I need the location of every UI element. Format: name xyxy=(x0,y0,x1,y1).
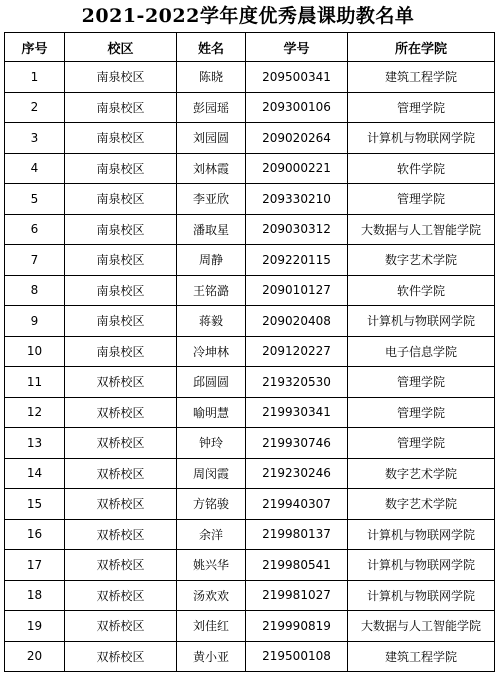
cell-student-id: 209330210 xyxy=(246,184,348,215)
cell-campus: 南泉校区 xyxy=(65,62,177,93)
cell-campus: 南泉校区 xyxy=(65,153,177,184)
table-row xyxy=(5,336,495,367)
cell-student-id: 209500341 xyxy=(246,62,348,93)
cell-no: 1 xyxy=(5,62,65,93)
cell-student-id: 209020408 xyxy=(246,306,348,337)
cell-student-id: 219500108 xyxy=(246,641,348,672)
cell-student-id: 219980541 xyxy=(246,550,348,581)
cell-name: 周闵霞 xyxy=(177,458,246,489)
cell-no: 16 xyxy=(5,519,65,550)
cell-college: 管理学院 xyxy=(348,428,495,459)
roster-table xyxy=(4,32,495,672)
cell-college: 大数据与人工智能学院 xyxy=(348,611,495,642)
cell-campus: 双桥校区 xyxy=(65,580,177,611)
cell-college: 数字艺术学院 xyxy=(348,489,495,520)
cell-campus: 双桥校区 xyxy=(65,428,177,459)
header-cell-name: 姓名 xyxy=(177,33,246,62)
table-row xyxy=(5,275,495,306)
cell-student-id: 209120227 xyxy=(246,336,348,367)
cell-name: 邱圆圆 xyxy=(177,367,246,398)
cell-name: 汤欢欢 xyxy=(177,580,246,611)
cell-no: 12 xyxy=(5,397,65,428)
cell-name: 钟玲 xyxy=(177,428,246,459)
cell-name: 潘取星 xyxy=(177,214,246,245)
header-cell-student-id: 学号 xyxy=(246,33,348,62)
cell-no: 11 xyxy=(5,367,65,398)
cell-student-id: 219930341 xyxy=(246,397,348,428)
cell-no: 13 xyxy=(5,428,65,459)
table-row xyxy=(5,123,495,154)
cell-name: 刘林霞 xyxy=(177,153,246,184)
cell-campus: 双桥校区 xyxy=(65,641,177,672)
cell-name: 周静 xyxy=(177,245,246,276)
cell-college: 计算机与物联网学院 xyxy=(348,123,495,154)
table-row xyxy=(5,580,495,611)
cell-college: 计算机与物联网学院 xyxy=(348,519,495,550)
cell-college: 计算机与物联网学院 xyxy=(348,306,495,337)
table-row xyxy=(5,611,495,642)
table-row xyxy=(5,550,495,581)
cell-college: 管理学院 xyxy=(348,367,495,398)
table-row xyxy=(5,641,495,672)
cell-student-id: 219230246 xyxy=(246,458,348,489)
cell-college: 管理学院 xyxy=(348,92,495,123)
table-row xyxy=(5,245,495,276)
cell-campus: 南泉校区 xyxy=(65,306,177,337)
cell-student-id: 209010127 xyxy=(246,275,348,306)
header-row xyxy=(5,33,495,62)
cell-campus: 双桥校区 xyxy=(65,519,177,550)
cell-campus: 南泉校区 xyxy=(65,184,177,215)
cell-name: 冷坤林 xyxy=(177,336,246,367)
page-title: 2021-2022学年度优秀晨课助教名单 xyxy=(81,5,415,27)
cell-college: 管理学院 xyxy=(348,184,495,215)
cell-campus: 双桥校区 xyxy=(65,397,177,428)
header-cell-campus: 校区 xyxy=(65,33,177,62)
table-row xyxy=(5,306,495,337)
cell-college: 数字艺术学院 xyxy=(348,245,495,276)
table-row xyxy=(5,458,495,489)
cell-college: 建筑工程学院 xyxy=(348,641,495,672)
cell-no: 19 xyxy=(5,611,65,642)
cell-student-id: 209030312 xyxy=(246,214,348,245)
cell-no: 18 xyxy=(5,580,65,611)
cell-name: 姚兴华 xyxy=(177,550,246,581)
cell-college: 大数据与人工智能学院 xyxy=(348,214,495,245)
cell-student-id: 219981027 xyxy=(246,580,348,611)
cell-no: 10 xyxy=(5,336,65,367)
cell-name: 余洋 xyxy=(177,519,246,550)
cell-campus: 南泉校区 xyxy=(65,275,177,306)
cell-no: 7 xyxy=(5,245,65,276)
cell-no: 8 xyxy=(5,275,65,306)
cell-no: 15 xyxy=(5,489,65,520)
table-row xyxy=(5,153,495,184)
cell-no: 14 xyxy=(5,458,65,489)
table-row xyxy=(5,184,495,215)
cell-name: 李亚欣 xyxy=(177,184,246,215)
cell-no: 9 xyxy=(5,306,65,337)
cell-name: 陈晓 xyxy=(177,62,246,93)
cell-no: 20 xyxy=(5,641,65,672)
cell-student-id: 209000221 xyxy=(246,153,348,184)
cell-name: 蒋毅 xyxy=(177,306,246,337)
cell-campus: 南泉校区 xyxy=(65,92,177,123)
cell-college: 数字艺术学院 xyxy=(348,458,495,489)
cell-name: 黄小亚 xyxy=(177,641,246,672)
table-row xyxy=(5,428,495,459)
cell-campus: 南泉校区 xyxy=(65,245,177,276)
cell-college: 计算机与物联网学院 xyxy=(348,550,495,581)
cell-name: 喻明慧 xyxy=(177,397,246,428)
cell-name: 王铭潞 xyxy=(177,275,246,306)
table-row xyxy=(5,92,495,123)
table-row xyxy=(5,62,495,93)
header-cell-college: 所在学院 xyxy=(348,33,495,62)
cell-no: 4 xyxy=(5,153,65,184)
cell-student-id: 219320530 xyxy=(246,367,348,398)
cell-college: 软件学院 xyxy=(348,153,495,184)
cell-campus: 南泉校区 xyxy=(65,336,177,367)
cell-campus: 南泉校区 xyxy=(65,123,177,154)
cell-college: 计算机与物联网学院 xyxy=(348,580,495,611)
cell-campus: 南泉校区 xyxy=(65,214,177,245)
cell-student-id: 219990819 xyxy=(246,611,348,642)
cell-campus: 双桥校区 xyxy=(65,489,177,520)
cell-student-id: 219940307 xyxy=(246,489,348,520)
cell-college: 电子信息学院 xyxy=(348,336,495,367)
header-cell-no: 序号 xyxy=(5,33,65,62)
cell-student-id: 209220115 xyxy=(246,245,348,276)
cell-name: 方铭骏 xyxy=(177,489,246,520)
cell-no: 6 xyxy=(5,214,65,245)
table-row xyxy=(5,214,495,245)
cell-campus: 双桥校区 xyxy=(65,458,177,489)
cell-student-id: 219980137 xyxy=(246,519,348,550)
cell-name: 刘园圆 xyxy=(177,123,246,154)
cell-student-id: 209020264 xyxy=(246,123,348,154)
table-row xyxy=(5,367,495,398)
cell-no: 5 xyxy=(5,184,65,215)
cell-college: 管理学院 xyxy=(348,397,495,428)
table-row xyxy=(5,519,495,550)
cell-no: 2 xyxy=(5,92,65,123)
cell-name: 刘佳红 xyxy=(177,611,246,642)
cell-no: 3 xyxy=(5,123,65,154)
table-row xyxy=(5,489,495,520)
table-row xyxy=(5,397,495,428)
cell-college: 软件学院 xyxy=(348,275,495,306)
cell-no: 17 xyxy=(5,550,65,581)
cell-campus: 双桥校区 xyxy=(65,611,177,642)
cell-campus: 双桥校区 xyxy=(65,367,177,398)
cell-student-id: 209300106 xyxy=(246,92,348,123)
roster-body xyxy=(5,62,495,672)
cell-student-id: 219930746 xyxy=(246,428,348,459)
cell-campus: 双桥校区 xyxy=(65,550,177,581)
cell-name: 彭园瑶 xyxy=(177,92,246,123)
cell-college: 建筑工程学院 xyxy=(348,62,495,93)
